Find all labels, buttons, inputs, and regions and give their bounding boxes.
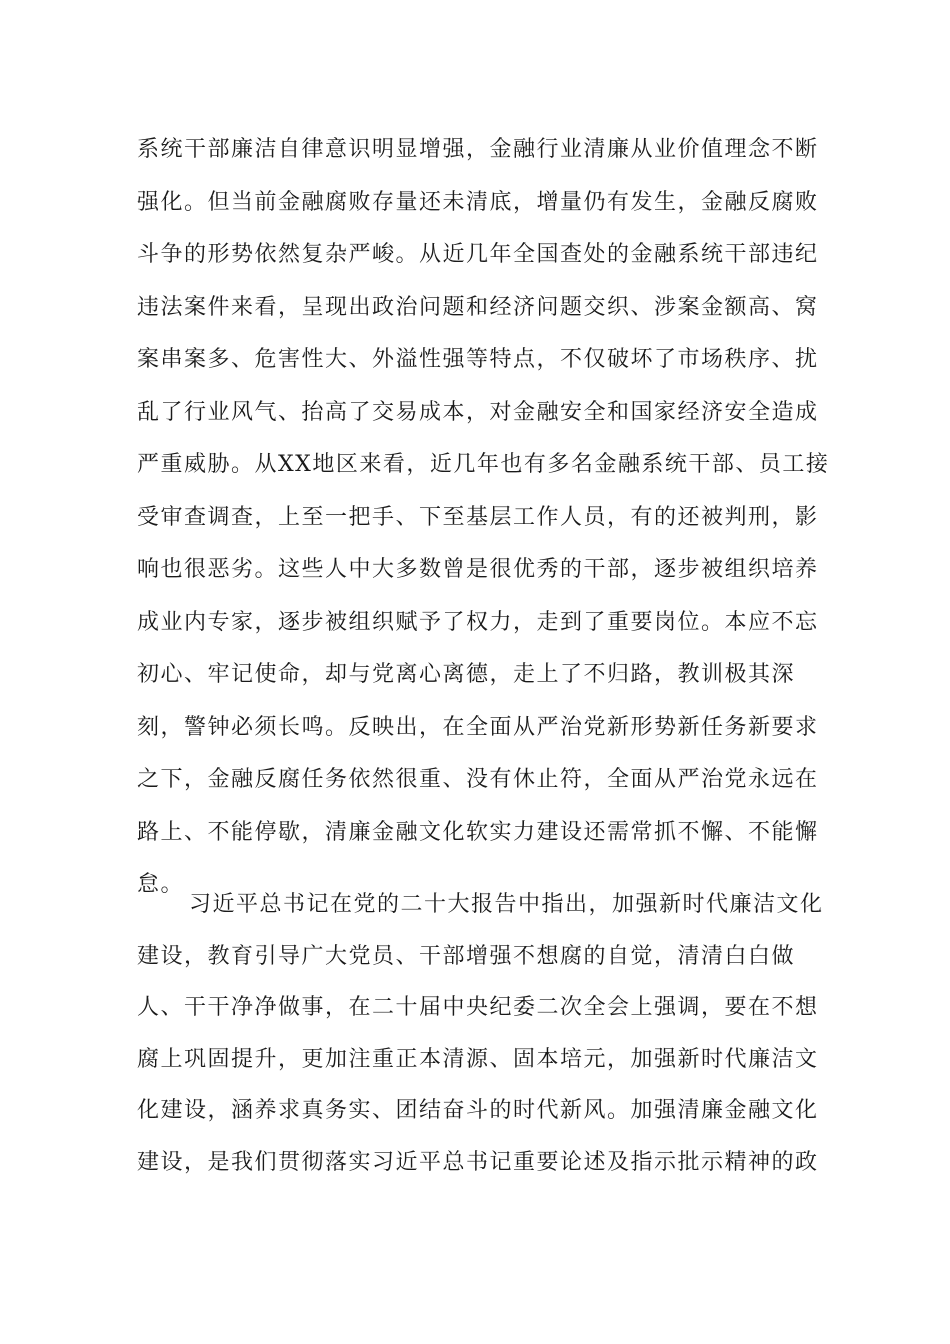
paragraph-line: 响也很恶劣。这些人中大多数曾是很优秀的干部，逐步被组织培养	[137, 557, 819, 582]
paragraph-line: 化建设，涵养求真务实、团结奋斗的时代新风。加强清廉金融文化	[137, 1098, 819, 1123]
paragraph-line: 斗争的形势依然复杂严峻。从近几年全国查处的金融系统干部违纪	[137, 242, 819, 267]
paragraph-line: 习近平总书记在党的二十大报告中指出，加强新时代廉洁文化	[189, 892, 824, 917]
paragraph-line: 人、干干净净做事，在二十届中央纪委二次全会上强调，要在不想	[137, 995, 819, 1020]
paragraph-line: 系统干部廉洁自律意识明显增强，金融行业清廉从业价值理念不断	[137, 137, 819, 162]
paragraph-1	[137, 135, 830, 923]
paragraph-line: 违法案件来看，呈现出政治问题和经济问题交织、涉案金额高、窝	[137, 294, 819, 320]
paragraph-line: 建设，是我们贯彻落实习近平总书记重要论述及指示批示精神的政	[137, 1149, 819, 1175]
paragraph-line: 成业内专家，逐步被组织赋予了权力，走到了重要岗位。本应不忘	[137, 609, 819, 635]
paragraph-line: 严重威胁。从XX地区来看，近几年也有多名金融系统干部、员工接	[137, 452, 830, 477]
paragraph-line: 初心、牢记使命，却与党离心离德，走上了不归路，教训极其深	[137, 662, 796, 687]
paragraph-2	[137, 890, 824, 1199]
paragraph-line: 刻，警钟必须长鸣。反映出，在全面从严治党新形势新任务新要求	[137, 714, 819, 740]
paragraph-line: 乱了行业风气、抬高了交易成本，对金融安全和国家经济安全造成	[137, 399, 819, 425]
paragraph-line: 之下，金融反腐任务依然很重、没有休止符，全面从严治党永远在	[137, 767, 819, 792]
paragraph-line: 案串案多、危害性大、外溢性强等特点，不仅破坏了市场秩序、扰	[137, 347, 819, 372]
paragraph-line: 强化。但当前金融腐败存量还未清底，增量仍有发生，金融反腐败	[137, 189, 819, 215]
paragraph-line: 受审查调查，上至一把手、下至基层工作人员，有的还被判刑，影	[137, 504, 819, 530]
paragraph-line: 建设，教育引导广大党员、干部增强不想腐的自觉，清清白白做	[137, 943, 796, 969]
paragraph-line: 怠。	[137, 872, 185, 897]
paragraph-line: 路上、不能停歇，清廉金融文化软实力建设还需常抓不懈、不能懈	[137, 819, 819, 845]
paragraph-line: 腐上巩固提升，更加注重正本清源、固本培元，加强新时代廉洁文	[137, 1046, 819, 1072]
